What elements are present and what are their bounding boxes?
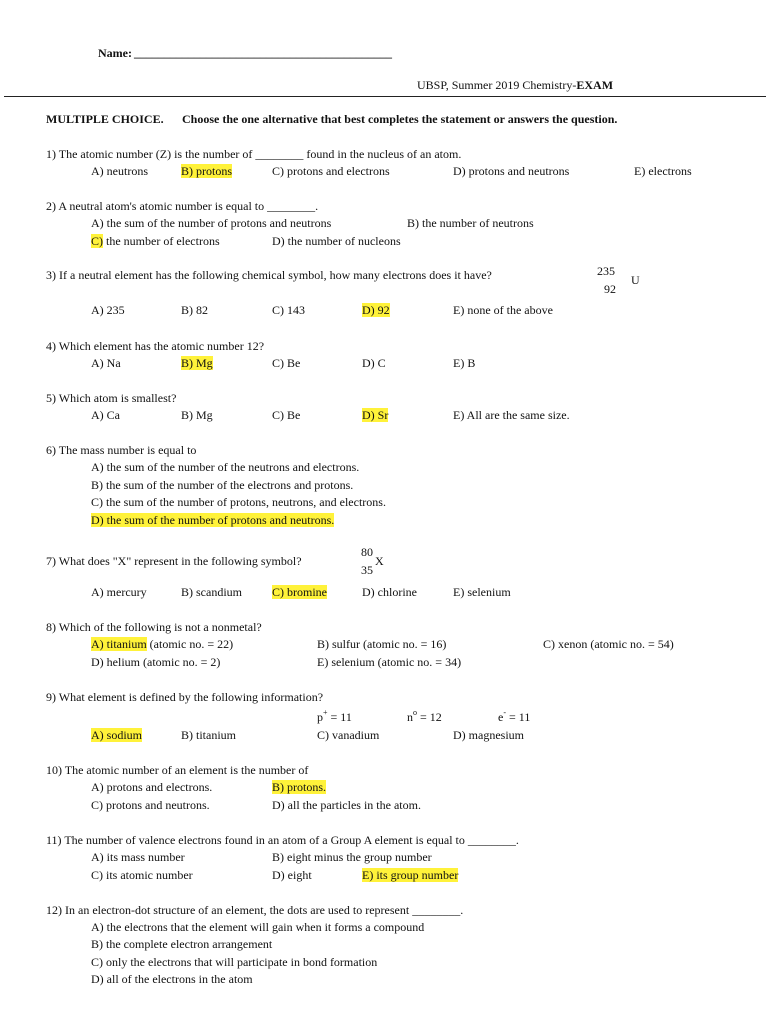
q7-option-c: C) bromine (272, 585, 327, 599)
q5-option-b: B) Mg (181, 408, 213, 422)
q9-neutrons (407, 710, 442, 724)
q7-option-e: E) selenium (453, 585, 511, 599)
q8-stem: 8) Which of the following is not a nonmetal? (46, 620, 262, 634)
course-prefix: UBSP, Summer 2019 Chemistry- (417, 78, 577, 92)
name-blank: ___________________________________________ (134, 46, 392, 60)
q10-stem: 10) The atomic number of an element is the number of (46, 763, 309, 777)
q7-mass-number: 80 (361, 545, 373, 559)
q11-option-b: B) eight minus the group number (272, 850, 432, 864)
q9-electrons-label: e (498, 710, 504, 724)
q5-option-c: C) Be (272, 408, 301, 422)
q9-electrons-sup: - (503, 708, 506, 717)
q1-stem: 1) The atomic number (Z) is the number of ________ found in the nucleus of an atom. (46, 147, 462, 161)
q2-option-c-letter: C) (91, 234, 103, 248)
q7-option-a: A) mercury (91, 585, 147, 599)
q6-option-d: D) the sum of the number of protons and neutrons. (91, 513, 335, 527)
q8-option-e: E) selenium (atomic no. = 34) (317, 655, 462, 669)
q7-element-symbol: X (375, 554, 384, 568)
q1-option-a: A) neutrons (91, 164, 148, 178)
q9-neutrons-label: n (407, 710, 413, 724)
q4-option-c: C) Be (272, 356, 301, 370)
q10-option-d: D) all the particles in the atom. (272, 798, 421, 812)
q5-option-e: E) All are the same size. (453, 408, 570, 422)
q9-protons-sup: + (323, 708, 328, 717)
q2-option-a: A) the sum of the number of protons and neutrons (91, 216, 332, 230)
q9-option-b: B) titanium (181, 728, 236, 742)
q3-option-e: E) none of the above (453, 303, 553, 317)
q1-option-d: D) protons and neutrons (453, 164, 570, 178)
q9-option-a: A) sodium (91, 728, 142, 742)
q9-neutrons-value: = 12 (417, 710, 442, 724)
q7-atomic-number: 35 (361, 563, 373, 577)
course-title (417, 78, 613, 92)
q12-option-c: C) only the electrons that will participate in bond formation (91, 955, 378, 969)
q11-option-d: D) eight (272, 868, 312, 882)
q3-option-c: C) 143 (272, 303, 305, 317)
q10-option-b: B) protons. (272, 780, 326, 794)
q4-option-e: E) B (453, 356, 476, 370)
course-exam: EXAM (576, 78, 614, 92)
name-label: Name: (98, 46, 132, 60)
q5-option-a: A) Ca (91, 408, 120, 422)
q1-option-c: C) protons and electrons (272, 164, 390, 178)
q3-mass-number: 235 (597, 264, 615, 278)
q11-option-e: E) its group number (362, 868, 459, 882)
q8-option-b: B) sulfur (atomic no. = 16) (317, 637, 447, 651)
q8-option-a-detail: (atomic no. = 22) (146, 637, 234, 651)
q6-option-b: B) the sum of the number of the electrons and protons. (91, 478, 354, 492)
q6-option-a: A) the sum of the number of the neutrons and electrons. (91, 460, 360, 474)
q12-option-b: B) the complete electron arrangement (91, 937, 273, 951)
q9-protons-label: p (317, 710, 323, 724)
q2-option-c (91, 234, 220, 248)
q4-option-b: B) Mg (181, 356, 213, 370)
q9-protons-value: = 11 (327, 710, 352, 724)
q1-option-b: B) protons (181, 164, 232, 178)
q11-stem: 11) The number of valence electrons found in an atom of a Group A element is equal to ________. (46, 833, 519, 847)
q7-option-b: B) scandium (181, 585, 242, 599)
header-rule (4, 96, 766, 97)
q5-stem: 5) Which atom is smallest? (46, 391, 177, 405)
q4-stem: 4) Which element has the atomic number 12? (46, 339, 265, 353)
q12-option-a: A) the electrons that the element will gain when it forms a compound (91, 920, 425, 934)
q5-option-d: D) Sr (362, 408, 389, 422)
q9-electrons-value: = 11 (506, 710, 531, 724)
q8-option-a (91, 637, 233, 651)
q10-option-a: A) protons and electrons. (91, 780, 213, 794)
q6-stem: 6) The mass number is equal to (46, 443, 197, 457)
q8-option-c: C) xenon (atomic no. = 54) (543, 637, 674, 651)
q8-option-d: D) helium (atomic no. = 2) (91, 655, 221, 669)
q3-stem: 3) If a neutral element has the following chemical symbol, how many electrons does it have? (46, 268, 492, 282)
q4-option-d: D) C (362, 356, 386, 370)
q9-option-c: C) vanadium (317, 728, 380, 742)
instructions-text: Choose the one alternative that best completes the statement or answers the question. (182, 112, 618, 126)
q3-option-a: A) 235 (91, 303, 125, 317)
q1-option-e: E) electrons (634, 164, 692, 178)
q9-option-d: D) magnesium (453, 728, 524, 742)
q12-option-d: D) all of the electrons in the atom (91, 972, 253, 986)
q9-electrons (498, 710, 530, 724)
q9-protons (317, 710, 352, 724)
q3-option-d: D) 92 (362, 303, 390, 317)
q3-option-b: B) 82 (181, 303, 208, 317)
q2-stem: 2) A neutral atom's atomic number is equal to ________. (46, 199, 319, 213)
instructions-title: MULTIPLE CHOICE. (46, 112, 164, 126)
q3-atomic-number: 92 (604, 282, 616, 296)
q2-option-b: B) the number of neutrons (407, 216, 534, 230)
q6-option-c: C) the sum of the number of protons, neutrons, and electrons. (91, 495, 386, 509)
q7-option-d: D) chlorine (362, 585, 417, 599)
q8-option-a-answer: A) titanium (91, 637, 147, 651)
q2-option-c-text: the number of electrons (103, 234, 220, 248)
q9-stem: 9) What element is defined by the following information? (46, 690, 324, 704)
q11-option-c: C) its atomic number (91, 868, 193, 882)
q9-neutrons-sup: o (413, 708, 417, 717)
q4-option-a: A) Na (91, 356, 121, 370)
q7-stem: 7) What does "X" represent in the following symbol? (46, 554, 302, 568)
q12-stem: 12) In an electron-dot structure of an element, the dots are used to represent ________. (46, 903, 464, 917)
q3-element-symbol: U (631, 273, 640, 287)
q11-option-a: A) its mass number (91, 850, 185, 864)
q2-option-d: D) the number of nucleons (272, 234, 401, 248)
q10-option-c: C) protons and neutrons. (91, 798, 210, 812)
